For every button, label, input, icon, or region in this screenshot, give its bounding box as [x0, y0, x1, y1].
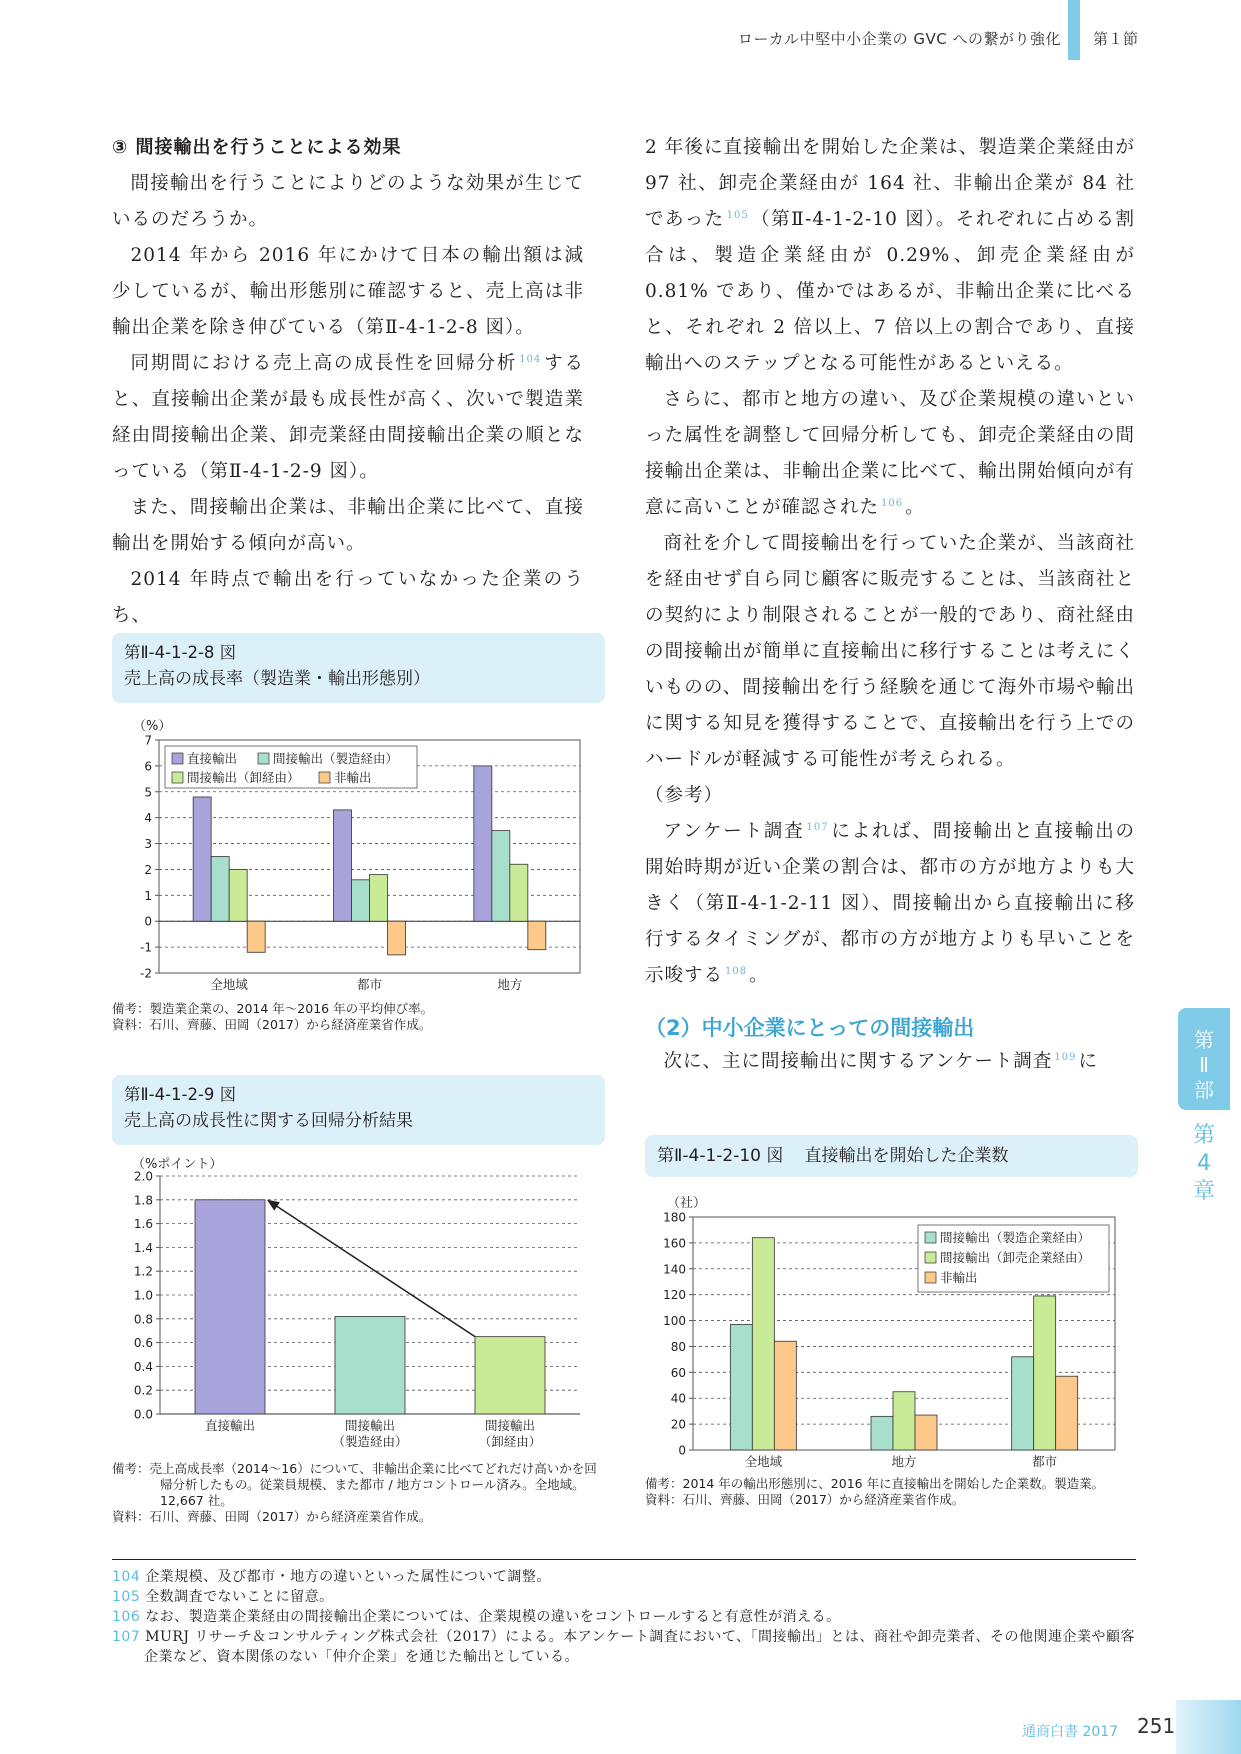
left-column [112, 130, 584, 634]
chapter-tab-char: 4 [1197, 1151, 1211, 1176]
y-tick-label: 2.0 [133, 1169, 153, 1184]
paragraph-text: すると、直接輸出企業が最も成長性が高く、次いで製造業経由間接輸出企業、卸売業経由間接輸出企業の順となっている（第Ⅱ-4-1-2-9 図）。 [112, 353, 584, 482]
legend-label: 間接輸出（卸売企業経由） [940, 1250, 1091, 1265]
y-tick-label: -2 [140, 966, 152, 981]
trend-arrow-head [267, 1200, 280, 1211]
footnotes [112, 1567, 1136, 1667]
paragraph-text: アンケート調査 [663, 821, 805, 842]
y-tick-label: 3 [144, 837, 152, 852]
figure-10-notes [645, 1476, 1135, 1508]
y-tick-label: 4 [144, 811, 152, 826]
bar [871, 1416, 893, 1450]
legend-label: 非輸出 [334, 770, 372, 785]
bar [528, 921, 546, 949]
figure-8-title-box [112, 633, 605, 703]
paragraph [645, 1044, 1135, 1080]
x-tick-label: 地方 [497, 977, 523, 992]
footnote-number: 105 [112, 1589, 141, 1605]
footnote [112, 1607, 1136, 1627]
figure-number: 第Ⅱ-4-1-2-8 図 [124, 643, 237, 662]
paragraph: 商社を介して間接輸出を行っていた企業が、当該商社を経由せず自ら同じ顧客に販売することは、当該商社との契約により制限されることが一般的であり、商社経由の間接輸出が簡単に直接輸出に移行することは考えにくいものの、間接輸出を行う経験を通じて海外市場や輸出に関する知見を獲得することで、直接輸出を行う上でのハードルが軽減する可能性が考えられる。 [645, 533, 1135, 770]
y-tick-label: 160 [663, 1236, 686, 1251]
note: 備考：製造業企業の、2014 年～2016 年の平均伸び率。 [112, 1001, 434, 1016]
bar [492, 831, 510, 922]
bar [211, 857, 229, 922]
y-tick-label: 0.4 [133, 1359, 153, 1374]
bar [247, 921, 265, 952]
reference-label: （参考） [645, 785, 724, 806]
paragraph-text: （第Ⅱ-4-1-2-10 図）。それぞれに占める割合は、製造企業経由が 0.29%、卸売企業経由が 0.81% であり、僅かではあるが、非輸出企業に比べると、それぞれ 2 倍以上、7 倍以上の割合であり、直接輸出へのステップとなる可能性があるといえる。 [645, 209, 1135, 374]
legend-label: 間接輸出（製造企業経由） [940, 1230, 1091, 1245]
y-tick-label: 5 [144, 785, 152, 800]
paragraph-text: さらに、都市と地方の違い、及び企業規模の違いといった属性を調整して回帰分析しても、卸売企業経由の間接輸出企業は、非輸出企業に比べて、輸出開始傾向が有意に高いことが確認された [645, 389, 1135, 518]
paragraph: 間接輸出を行うことによりどのような効果が生じているのだろうか。 [112, 173, 584, 230]
y-tick-label: 80 [670, 1339, 686, 1354]
legend-label: 直接輸出 [187, 751, 238, 766]
bar [1056, 1376, 1078, 1450]
y-tick-label: 0.8 [133, 1312, 153, 1327]
footnote-divider [112, 1559, 1136, 1560]
part-tab-char: 第 [1194, 1028, 1214, 1052]
y-tick-label: 7 [144, 733, 152, 748]
bar [370, 875, 388, 922]
y-tick-label: 0.6 [133, 1336, 153, 1351]
bar [510, 864, 528, 921]
y-tick-label: 0 [678, 1443, 686, 1458]
chapter-tab[interactable] [1178, 1122, 1230, 1206]
y-tick-label: -1 [140, 940, 152, 955]
bar [1034, 1296, 1056, 1450]
bar [752, 1238, 774, 1450]
footer-accent-bar [1176, 1700, 1241, 1754]
figure-8-notes [112, 1001, 602, 1033]
paragraph-text: 2 年後に直接輸出を開始した企業は、製造業企業経由が 97 社、卸売企業経由が 164 社、非輸出企業が 84 社であった [645, 137, 1135, 230]
footnote-text: 企業規模、及び都市・地方の違いといった属性について調整。 [145, 1569, 551, 1585]
x-tick-label: 間接輸出 [484, 1418, 536, 1433]
chapter-running-title: ローカル中堅中小企業の GVC への繋がり強化 [737, 30, 1061, 48]
paragraph-text: によれば、間接輸出と直接輸出の開始時期が近い企業の割合は、都市の方が地方よりも大きく（第Ⅱ-4-1-2-11 図）、間接輸出から直接輸出に移行するタイミングが、都市の方が地方よりも早いことを示唆する [645, 821, 1135, 986]
figure-9-title-box [112, 1075, 605, 1145]
header-accent-bar [1068, 0, 1080, 60]
footnote-ref[interactable]: 104 [519, 354, 542, 365]
x-tick-label: （卸経由） [478, 1434, 542, 1449]
legend-label: 間接輸出（卸経由） [187, 770, 300, 785]
right-column [645, 130, 1135, 994]
figure-title: 直接輸出を開始した企業数 [804, 1146, 1009, 1166]
bar [774, 1341, 796, 1450]
legend-swatch [925, 1232, 936, 1243]
note: 備考：2014 年の輸出形態別に、2016 年に直接輸出を開始した企業数。製造業。 [645, 1476, 1105, 1491]
paragraph [645, 130, 1135, 382]
y-tick-label: 6 [144, 759, 152, 774]
legend-swatch [925, 1252, 936, 1263]
bar [229, 869, 247, 921]
bar [730, 1324, 752, 1450]
figure-9-chart [112, 1152, 602, 1462]
legend-label: 間接輸出（製造経由） [273, 751, 399, 766]
bar [1012, 1357, 1034, 1450]
bar [334, 810, 352, 921]
section-label: 第１節 [1093, 30, 1139, 48]
y-tick-label: 140 [663, 1262, 686, 1277]
bar [893, 1392, 915, 1450]
bar [475, 1337, 545, 1414]
source: 資料：石川、齊藤、田岡（2017）から経済産業省作成。 [112, 1509, 432, 1524]
paragraph: また、間接輸出企業は、非輸出企業に比べて、直接輸出を開始する傾向が高い。 [112, 497, 584, 554]
legend-swatch [925, 1272, 936, 1283]
footnote-ref[interactable]: 109 [1054, 1052, 1077, 1063]
legend-label: 非輸出 [940, 1270, 978, 1285]
legend-swatch [319, 772, 330, 783]
bar [352, 880, 370, 921]
footnote-number: 104 [112, 1569, 141, 1585]
bar [915, 1415, 937, 1450]
bar [388, 921, 406, 955]
y-tick-label: 20 [670, 1417, 686, 1432]
y-tick-label: 1.2 [133, 1264, 153, 1279]
y-tick-label: 2 [144, 862, 152, 877]
x-tick-label: 都市 [1032, 1454, 1058, 1469]
footnote [112, 1567, 1136, 1587]
y-tick-label: 120 [663, 1288, 686, 1303]
subsection-heading: ③ 間接輸出を行うことによる効果 [112, 137, 402, 158]
footnote-text: MURJ リサーチ＆コンサルティング株式会社（2017）による。本アンケート調査において、「間接輸出」とは、商社や卸売業者、その他関連企業や顧客企業など、資本関係のない「仲介企業」を通じた輸出としている。 [144, 1629, 1136, 1665]
publication-name: 通商白書 2017 [1022, 1724, 1119, 1740]
part-tab-char: 部 [1194, 1078, 1214, 1102]
paragraph: 2014 年時点で輸出を行っていなかった企業のうち、 [112, 569, 584, 626]
figure-title: 売上高の成長率（製造業・輸出形態別） [124, 669, 430, 689]
bar [193, 797, 211, 921]
y-axis-unit-label: （%ポイント） [132, 1157, 223, 1172]
y-tick-label: 0 [144, 914, 152, 929]
footnote-ref[interactable]: 106 [881, 498, 904, 509]
note: 備考：売上高成長率（2014～16）について、非輸出企業に比べてどれだけ高いかを回帰分析したもの。従業員規模、また都市 / 地方コントロール済み。全地域。12,667 社。 [112, 1461, 597, 1508]
paragraph-text: 次に、主に間接輸出に関するアンケート調査 [663, 1051, 1053, 1072]
y-tick-label: 1.4 [133, 1240, 153, 1255]
x-tick-label: 全地域 [210, 977, 248, 992]
y-axis-unit-label: （%） [133, 719, 172, 734]
footnote-ref[interactable]: 107 [806, 822, 829, 833]
figure-10-title-box [645, 1135, 1138, 1177]
footnote [112, 1627, 1136, 1667]
paragraph: 2014 年から 2016 年にかけて日本の輸出額は減少しているが、輸出形態別に確認すると、売上高は非輸出企業を除き伸びている（第Ⅱ-4-1-2-8 図）。 [112, 245, 584, 338]
footnote-ref[interactable]: 108 [725, 966, 748, 977]
paragraph [645, 814, 1135, 994]
x-tick-label: 全地域 [744, 1454, 783, 1469]
bar [335, 1316, 405, 1414]
y-tick-label: 1.0 [133, 1288, 153, 1303]
figure-9-notes [112, 1461, 607, 1525]
y-tick-label: 0.0 [133, 1407, 153, 1422]
y-tick-label: 100 [663, 1314, 686, 1329]
footnote-text: 全数調査でないことに留意。 [145, 1589, 334, 1605]
paragraph [645, 382, 1135, 526]
bar [474, 766, 492, 921]
chapter-tab-char: 章 [1192, 1179, 1215, 1204]
figure-8-chart [112, 710, 592, 1002]
paragraph-text: 同期間における売上高の成長性を回帰分析 [130, 353, 518, 374]
page-number: 251 [1137, 1714, 1176, 1738]
x-tick-label: 地方 [891, 1454, 917, 1469]
bar [195, 1200, 265, 1414]
figure-title: 売上高の成長性に関する回帰分析結果 [124, 1111, 413, 1131]
y-tick-label: 60 [670, 1365, 686, 1380]
x-tick-label: 直接輸出 [204, 1418, 256, 1433]
footnote-number: 107 [112, 1629, 141, 1645]
footnote-number: 106 [112, 1609, 141, 1625]
x-tick-label: 間接輸出 [344, 1418, 396, 1433]
source: 資料：石川、齊藤、田岡（2017）から経済産業省作成。 [645, 1492, 965, 1507]
footnote-ref[interactable]: 105 [726, 210, 749, 221]
y-tick-label: 1.8 [133, 1193, 153, 1208]
legend-swatch [172, 772, 183, 783]
section-heading: （2）中小企業にとっての間接輸出 [645, 1016, 975, 1040]
legend-swatch [172, 753, 183, 764]
source: 資料：石川、齊藤、田岡（2017）から経済産業省作成。 [112, 1017, 432, 1032]
x-tick-label: 都市 [356, 977, 383, 992]
footnote [112, 1587, 1136, 1607]
figure-number: 第Ⅱ-4-1-2-10 図 [657, 1146, 784, 1166]
figure-number: 第Ⅱ-4-1-2-9 図 [124, 1085, 237, 1104]
y-tick-label: 0.2 [133, 1383, 153, 1398]
x-tick-label: （製造経由） [332, 1434, 408, 1449]
paragraph [112, 346, 584, 490]
y-axis-unit-label: （社） [667, 1196, 707, 1211]
figure-10-chart [645, 1185, 1135, 1477]
paragraph-text: 。 [905, 497, 925, 518]
y-tick-label: 1.6 [133, 1217, 153, 1232]
y-tick-label: 180 [663, 1210, 686, 1225]
paragraph-text: 。 [749, 965, 769, 986]
y-tick-label: 1 [144, 888, 152, 903]
part-tab-char: Ⅱ [1199, 1053, 1209, 1077]
y-tick-label: 40 [670, 1391, 686, 1406]
chapter-tab-char: 第 [1192, 1123, 1215, 1148]
legend-swatch [258, 753, 269, 764]
paragraph-text: に [1078, 1051, 1099, 1072]
part-tab[interactable] [1178, 1008, 1230, 1110]
footnote-text: なお、製造業企業経由の間接輸出企業については、企業規模の違いをコントロールすると有意性が消える。 [145, 1609, 841, 1625]
